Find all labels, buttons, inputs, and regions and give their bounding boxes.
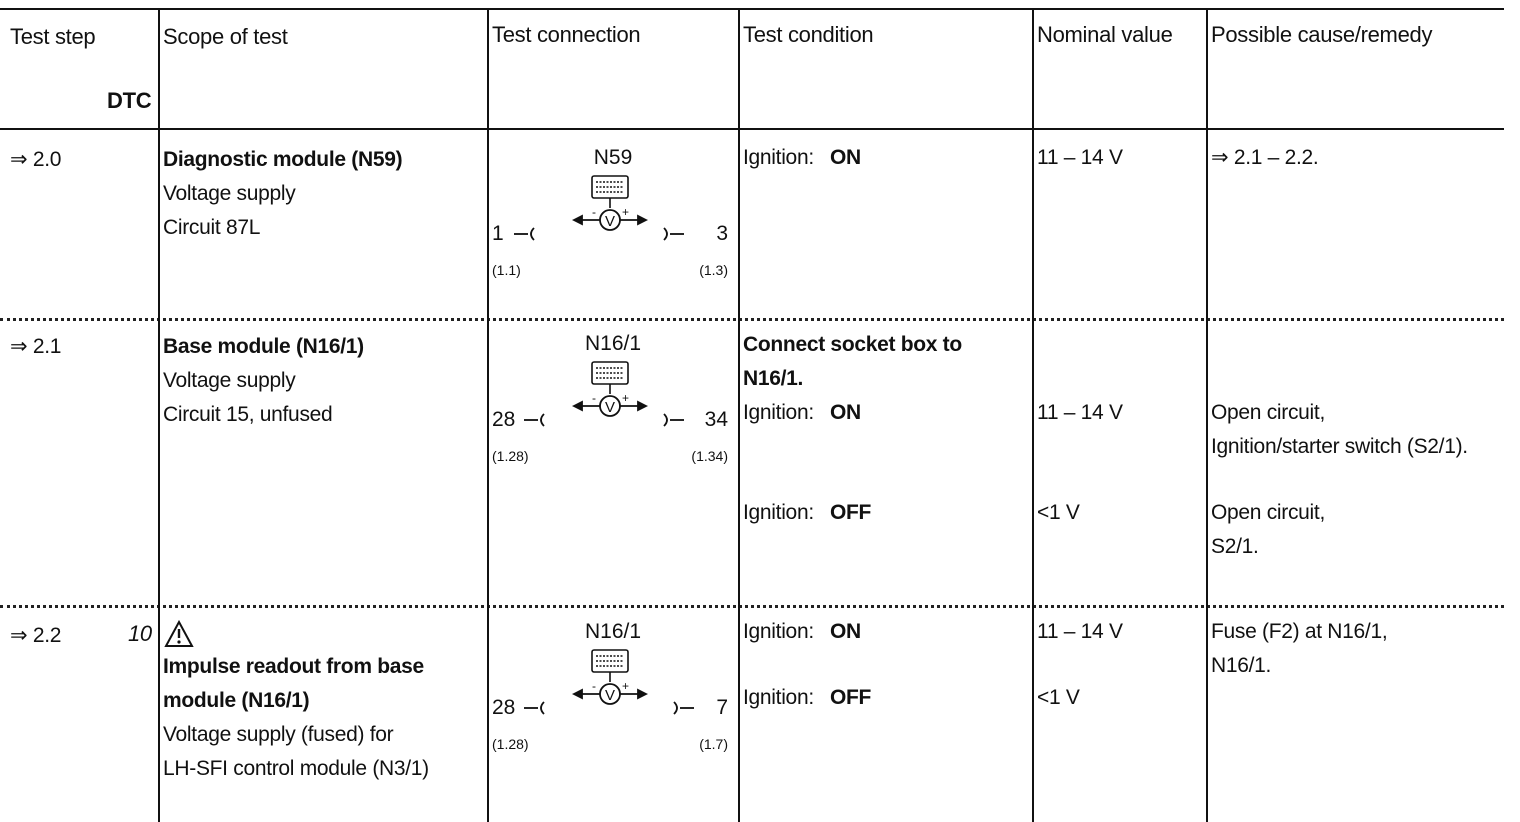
scope-line: LH-SFI control module (N3/1) [163,757,429,780]
svg-text:V: V [605,399,616,416]
remedy-line: S2/1. [1211,535,1259,558]
scope-title-2-0: Diagnostic module (N59) [163,148,403,171]
right-pin-ref: (1.3) [699,262,728,278]
left-pin: 28 [492,696,516,719]
socket-box-icon [592,362,628,394]
svg-text:V: V [605,687,616,704]
connection-diagram-2-2 [488,620,738,760]
header-nominal: Nominal value [1037,22,1173,47]
scope-line: Circuit 87L [163,216,261,239]
svg-text:+: + [622,205,630,219]
test-step-2-2: ⇒ 2.2 [10,624,62,647]
nominal-value: 11 – 14 V [1037,620,1123,643]
test-step-2-0: ⇒ 2.0 [10,148,62,171]
nominal-value: <1 V [1037,686,1080,709]
right-pin-ref: (1.7) [699,736,728,752]
probe-right-icon [674,702,694,714]
table-top-border [0,8,1504,10]
scope-line: Voltage supply [163,182,296,205]
dtc-code: 10 [128,621,152,646]
remedy-line: N16/1. [1211,654,1272,677]
header-dtc: DTC [107,88,152,113]
left-pin-ref: (1.28) [492,448,529,464]
probe-left-icon [524,702,544,714]
condition-intro: Connect socket box to [743,333,962,356]
probe-right-icon [664,414,684,426]
module-label: N16/1 [584,620,642,643]
condition-value: ON [830,401,861,424]
connection-diagram-2-0 [488,146,738,286]
connection-diagram-2-1 [488,332,738,472]
remedy-line: Ignition/starter switch (S2/1). [1211,435,1468,458]
column-divider [158,8,160,822]
right-pin: 34 [704,408,728,431]
condition-label: Ignition: [743,401,814,424]
probe-right-icon [664,228,684,240]
condition-value: OFF [830,686,872,709]
probe-left-icon [514,228,534,240]
header-condition: Test condition [743,22,874,47]
nominal-value: <1 V [1037,501,1080,524]
remedy-line: Fuse (F2) at N16/1, [1211,620,1388,643]
warning-triangle-icon [164,620,194,648]
scope-line: Circuit 15, unfused [163,403,333,426]
svg-text:-: - [592,391,596,405]
header-scope: Scope of test [163,24,288,49]
right-pin: 7 [716,696,728,719]
header-test-step: Test step [10,24,96,49]
condition-value: ON [830,146,861,169]
nominal-value: 11 – 14 V [1037,146,1123,169]
scope-title-2-1: Base module (N16/1) [163,335,364,358]
test-step-2-1: ⇒ 2.1 [10,335,62,358]
condition-value: ON [830,620,861,643]
socket-box-icon [592,650,628,682]
scope-line: Voltage supply (fused) for [163,723,394,746]
left-pin-ref: (1.1) [492,262,521,278]
module-label: N59 [593,146,633,169]
voltmeter-icon [574,391,646,416]
condition-label: Ignition: [743,146,814,169]
right-pin: 3 [716,222,728,245]
condition-label: Ignition: [743,686,814,709]
scope-line: Voltage supply [163,369,296,392]
svg-text:+: + [622,679,630,693]
column-divider [1206,8,1208,822]
scope-title-line: module (N16/1) [163,689,310,712]
voltmeter-icon [574,679,646,704]
svg-text:V: V [605,213,616,230]
svg-text:+: + [622,391,630,405]
right-pin-ref: (1.34) [691,448,728,464]
row-divider [0,605,1504,608]
left-pin: 1 [492,222,504,245]
remedy-line: Open circuit, [1211,401,1325,424]
header-bottom-border [0,128,1504,130]
scope-title-line: Impulse readout from base [163,655,424,678]
condition-label: Ignition: [743,620,814,643]
column-divider [1032,8,1034,822]
condition-intro: N16/1. [743,367,804,390]
module-label: N16/1 [584,332,642,355]
socket-box-icon [592,176,628,208]
column-divider [738,8,740,822]
nominal-value: 11 – 14 V [1037,401,1123,424]
svg-text:-: - [592,679,596,693]
header-remedy: Possible cause/remedy [1211,22,1433,47]
header-connection: Test connection [492,22,641,47]
condition-label: Ignition: [743,501,814,524]
remedy-line: Open circuit, [1211,501,1325,524]
left-pin-ref: (1.28) [492,736,529,752]
condition-value: OFF [830,501,872,524]
left-pin: 28 [492,408,516,431]
probe-left-icon [524,414,544,426]
voltmeter-icon [574,205,646,230]
remedy-line: ⇒ 2.1 – 2.2. [1211,146,1319,169]
row-divider [0,318,1504,321]
svg-text:-: - [592,205,596,219]
